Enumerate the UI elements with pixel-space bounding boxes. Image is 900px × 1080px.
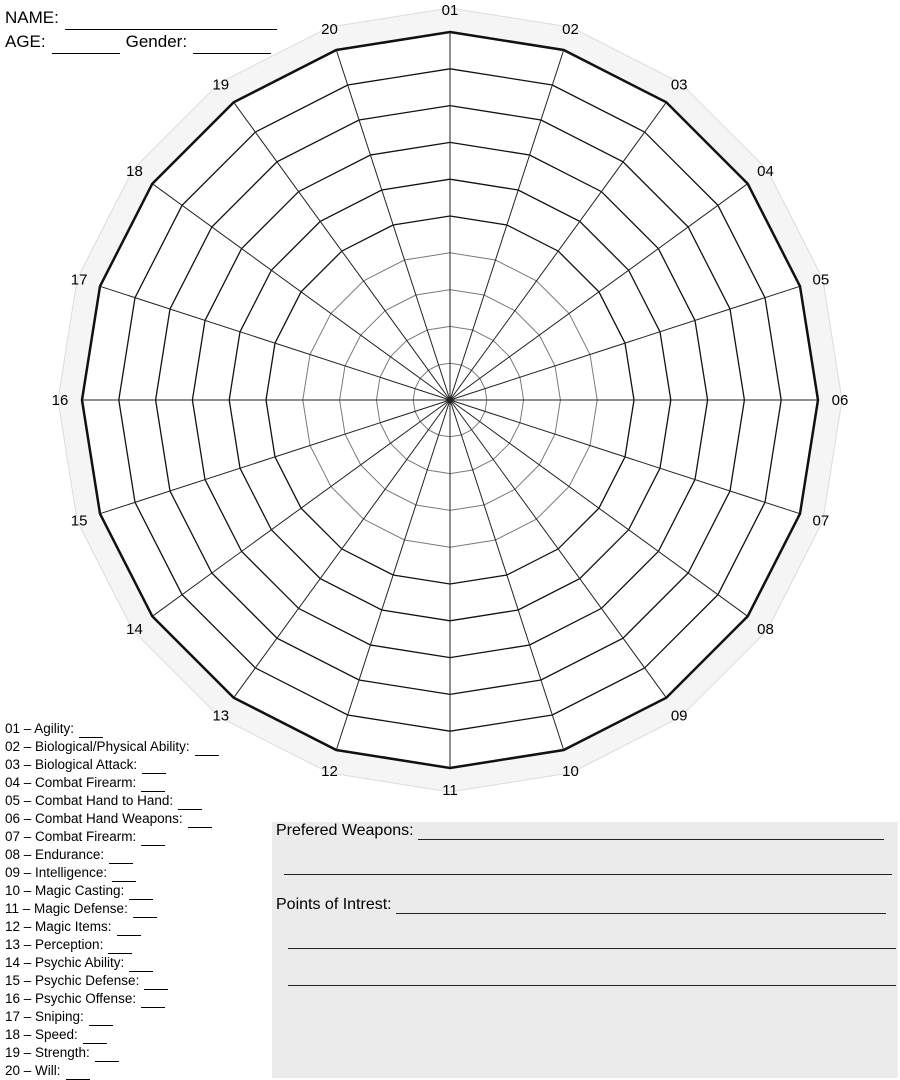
spoke-label: 20 [321,21,338,39]
stat-value-field[interactable] [129,887,153,900]
stat-item [5,918,219,936]
stat-value-field[interactable] [112,869,136,882]
spoke-label: 16 [51,392,69,409]
spoke-label: 17 [70,271,88,289]
spoke-label: 06 [831,392,849,409]
stat-label: 10 – Magic Casting: [5,883,125,898]
stat-label: 19 – Strength: [5,1045,90,1060]
stat-value-field[interactable] [129,959,153,972]
stat-item [5,738,219,756]
stat-value-field[interactable] [89,1013,113,1026]
stat-value-field[interactable] [79,725,103,738]
age-label: AGE: [5,32,46,51]
stat-item [5,990,219,1008]
stat-item [5,810,219,828]
stat-label: 20 – Will: [5,1063,61,1078]
stat-label: 05 – Combat Hand to Hand: [5,793,174,808]
name-label: NAME: [5,8,59,27]
spoke-label: 04 [757,162,774,180]
stat-label: 01 – Agility: [5,721,75,736]
spoke-label: 07 [812,512,830,530]
stat-item [5,972,219,990]
points-of-interest-label: Points of Intrest: [276,896,392,913]
stat-value-field[interactable] [117,923,141,936]
spoke-label: 12 [321,762,338,780]
character-header [5,6,283,54]
notes-panel [272,822,898,1078]
stat-label: 04 – Combat Firearm: [5,775,137,790]
spoke-label: 15 [70,512,88,530]
stat-label: 12 – Magic Items: [5,919,112,934]
preferred-weapons-label: Prefered Weapons: [276,822,414,839]
spoke-label: 02 [562,21,579,39]
stat-label: 17 – Sniping: [5,1009,84,1024]
stat-label: 18 – Speed: [5,1027,78,1042]
stat-label: 16 – Psychic Offense: [5,991,137,1006]
stat-label: 07 – Combat Firearm: [5,829,137,844]
spoke-label: 14 [126,621,143,639]
preferred-weapons-line-2[interactable] [284,874,892,875]
stat-label: 06 – Combat Hand Weapons: [5,811,183,826]
stat-value-field[interactable] [83,1031,107,1044]
spoke-label: 13 [212,707,230,725]
stat-label: 08 – Endurance: [5,847,105,862]
points-of-interest-field[interactable] [396,897,886,914]
stat-item [5,900,219,918]
stat-label: 09 – Intelligence: [5,865,108,880]
spoke-label: 19 [212,76,230,94]
stat-item [5,1008,219,1026]
spoke-label: 05 [812,271,830,289]
preferred-weapons-field[interactable] [418,823,884,840]
stat-value-field[interactable] [188,815,212,828]
stat-value-field[interactable] [178,797,202,810]
stat-item [5,1026,219,1044]
spoke-label: 03 [670,76,688,94]
stat-value-field[interactable] [66,1067,90,1080]
spoke-label: 08 [757,621,774,639]
points-of-interest-line-2[interactable] [288,948,896,949]
stat-item [5,756,219,774]
stat-value-field[interactable] [195,743,219,756]
stat-label: 11 – Magic Defense: [5,901,128,916]
stat-value-field[interactable] [109,851,133,864]
spoke-label: 09 [670,707,688,725]
stat-value-field[interactable] [95,1049,119,1062]
name-field[interactable] [65,11,277,30]
stat-value-field[interactable] [144,977,168,990]
stat-label: 13 – Perception: [5,937,104,952]
stat-item [5,720,219,738]
stat-value-field[interactable] [133,905,157,918]
stat-item [5,846,219,864]
stat-value-field[interactable] [141,779,165,792]
spoke-label: 10 [562,762,579,780]
points-of-interest-line-3[interactable] [288,985,896,986]
stat-item [5,882,219,900]
stat-value-field[interactable] [108,941,132,954]
stat-label: 14 – Psychic Ability: [5,955,125,970]
stat-list [5,720,219,1080]
stat-item [5,792,219,810]
stat-item [5,828,219,846]
spoke-label: 18 [126,162,143,180]
stat-value-field[interactable] [142,761,166,774]
stat-item [5,1044,219,1062]
stat-item [5,1062,219,1080]
stat-label: 15 – Psychic Defense: [5,973,140,988]
stat-item [5,954,219,972]
gender-field[interactable] [193,35,271,54]
spoke-label: 01 [441,2,459,19]
stat-item [5,936,219,954]
gender-label: Gender: [125,32,188,51]
stat-label: 03 – Biological Attack: [5,757,138,772]
spoke-label: 11 [442,782,458,799]
stat-value-field[interactable] [141,995,165,1008]
stat-label: 02 – Biological/Physical Ability: [5,739,190,754]
stat-value-field[interactable] [141,833,165,846]
stat-item [5,774,219,792]
age-field[interactable] [52,35,120,54]
stat-item [5,864,219,882]
